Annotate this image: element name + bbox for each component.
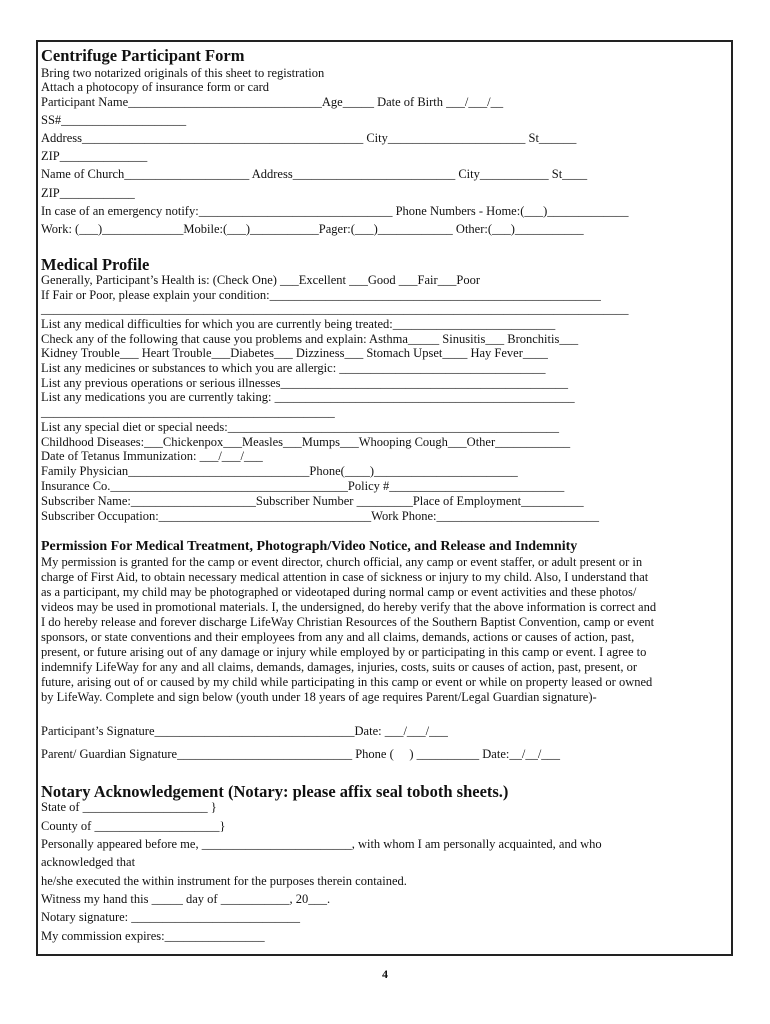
notary-line[interactable]: Witness my hand this _____ day of ___________, 20___. xyxy=(41,892,331,906)
medical-line[interactable]: List any medicines or substances to which you are allergic: _________________________________ xyxy=(41,361,546,375)
medical-line[interactable]: Generally, Participant’s Health is: (Check One) ___Excellent ___Good ___Fair___Poor xyxy=(41,273,481,287)
page-number: 4 xyxy=(382,967,388,981)
medical-line[interactable]: ______________________________________________________________________________________________ xyxy=(41,302,629,316)
medical-line[interactable]: Date of Tetanus Immunization: ___/___/___ xyxy=(41,449,263,463)
permission-heading: Permission For Medical Treatment, Photograph/Video Notice, and Release and Indemnity xyxy=(41,539,578,554)
church-zip-field[interactable]: ZIP____________ xyxy=(41,186,135,200)
permission-paragraph: My permission is granted for the camp or event director, church official, any camp or event staffer, or adult present or in charge of First Aid, to obtain necessary medical attention in case of sickness or injury to my child. Also, I understand that as a participant, my child may be photographed or videotaped during normal camp or event activities and these photos/ videos may be used in promotional materials. I, the undersigned, do hereby verify that the above information is correct and I do hereby release and forever discharge LifeWay Christian Resources of the Southern Baptist Convention, camp or event sponsors, or state conventions and their employees from any and all claims, demands, actions or causes of action, past, present, or future arising out of any damage or injury while employed by or participating in this camp or event. I agree to indemnify LifeWay for any and all claims, demands, damages, injuries, costs, suits or causes of action, past, present, or future, arising out of or caused by my child while participating in this camp or event or while on property leased or owned by LifeWay. Complete and sign below (youth under 18 years of age requires Parent/Legal Guardian signature)- xyxy=(41,555,657,704)
medical-line[interactable]: List any medications you are currently taking: ________________________________________________ xyxy=(41,390,575,404)
ssn-field[interactable]: SS#____________________ xyxy=(41,113,187,127)
church-field[interactable]: Name of Church____________________ Address__________________________ City___________ St____ xyxy=(41,167,588,181)
notary-line: acknowledged that xyxy=(41,855,136,869)
medical-line[interactable]: List any medical difficulties for which you are currently being treated:__________________________ xyxy=(41,317,556,331)
medical-line[interactable]: Family Physician_____________________________Phone(____)_______________________ xyxy=(41,464,518,478)
participant-signature-field[interactable]: Participant’s Signature________________________________Date: ___/___/___ xyxy=(41,724,448,738)
medical-line[interactable]: _______________________________________________ xyxy=(41,405,335,419)
notary-line[interactable]: Personally appeared before me, ________________________, with whom I am personally acquainted, and who xyxy=(41,837,602,851)
instruction-line: Bring two notarized originals of this sheet to registration xyxy=(41,66,325,80)
zip-field[interactable]: ZIP______________ xyxy=(41,149,148,163)
address-field[interactable]: Address_____________________________________________ City______________________ St______ xyxy=(41,131,577,145)
notary-line[interactable]: State of ____________________ } xyxy=(41,800,217,814)
notary-heading: Notary Acknowledgement (Notary: please affix seal toboth sheets.) xyxy=(41,782,509,801)
medical-line[interactable]: List any previous operations or serious illnesses______________________________________________ xyxy=(41,376,569,390)
medical-line[interactable]: Childhood Diseases:___Chickenpox___Measles___Mumps___Whooping Cough___Other____________ xyxy=(41,435,571,449)
notary-line[interactable]: Notary signature: ___________________________ xyxy=(41,910,301,924)
medical-line[interactable]: If Fair or Poor, please explain your condition:_____________________________________________________ xyxy=(41,288,601,302)
medical-line[interactable]: Check any of the following that cause you problems and explain: Asthma_____ Sinusitis___ Bronchitis___ xyxy=(41,332,579,346)
medical-line[interactable]: Subscriber Occupation:__________________________________Work Phone:__________________________ xyxy=(41,509,599,523)
medical-profile-heading: Medical Profile xyxy=(41,255,150,274)
notary-line[interactable]: My commission expires:________________ xyxy=(41,929,265,943)
medical-line[interactable]: Insurance Co.______________________________________Policy #____________________________ xyxy=(41,479,565,493)
notary-line[interactable]: County of ____________________} xyxy=(41,819,226,833)
form-title: Centrifuge Participant Form xyxy=(41,46,245,65)
medical-line[interactable]: Subscriber Name:____________________Subscriber Number _________Place of Employment__________ xyxy=(41,494,584,508)
medical-line[interactable]: Kidney Trouble___ Heart Trouble___Diabetes___ Dizziness___ Stomach Upset____ Hay Fever____ xyxy=(41,346,548,360)
medical-line[interactable]: List any special diet or special needs:_____________________________________________________ xyxy=(41,420,559,434)
emergency-contact-field[interactable]: In case of an emergency notify:_______________________________ Phone Numbers - Home:(___)_____________ xyxy=(41,204,629,218)
instruction-line: Attach a photocopy of insurance form or card xyxy=(41,80,270,94)
phone-numbers-field[interactable]: Work: (___)_____________Mobile:(___)___________Pager:(___)____________ Other:(___)___________ xyxy=(41,222,584,236)
participant-name-field[interactable]: Participant Name_______________________________Age_____ Date of Birth ___/___/__ xyxy=(41,95,504,109)
guardian-signature-field[interactable]: Parent/ Guardian Signature____________________________ Phone ( ) __________ Date:__/__/___ xyxy=(41,747,561,761)
notary-line: he/she executed the within instrument for the purposes therein contained. xyxy=(41,874,407,888)
